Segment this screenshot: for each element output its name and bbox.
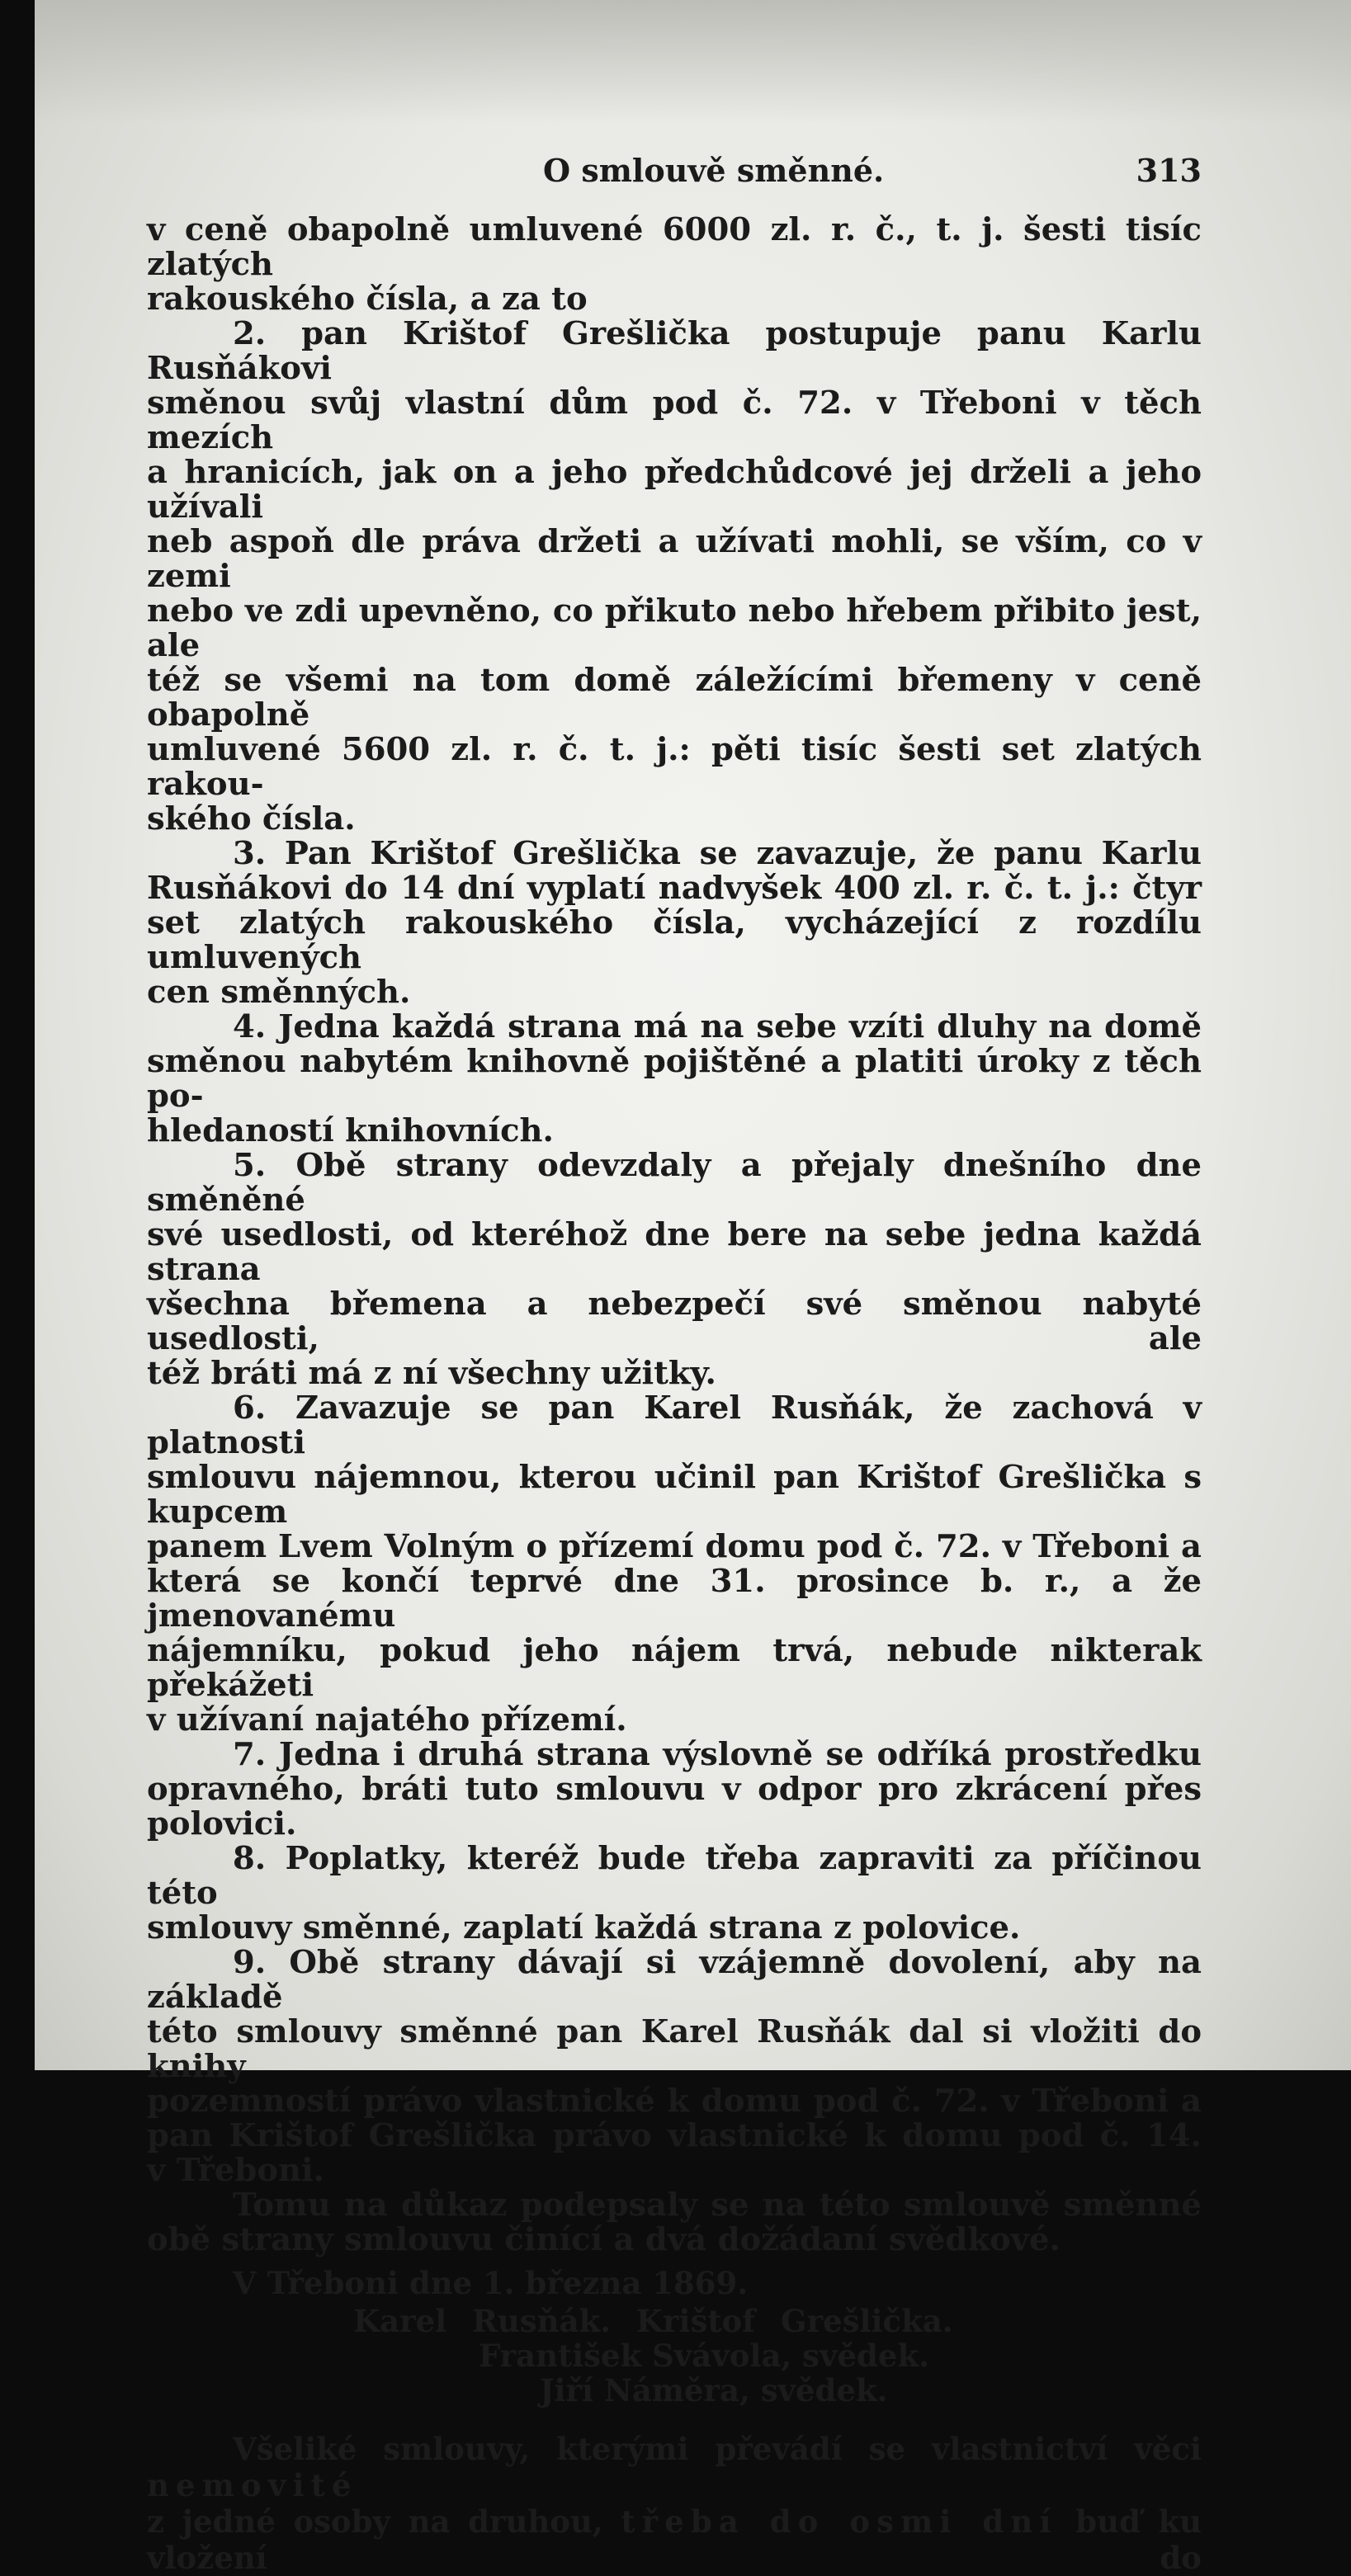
text-line: ského čísla. [147,800,356,837]
text-line: též se všemi na tom domě záležícími břemeny v ceně obapolně [147,662,1202,734]
text-line: 5. Obě strany odevzdaly a přejaly dnešního dne směněné [147,1147,1202,1219]
text-line: též bráti má z ní všechny užitky. [147,1355,716,1392]
text-line: této smlouvy směnné pan Karel Rusňák dal si vložiti do knihy [147,2013,1202,2085]
text-line: opravného, bráti tuto smlouvu v odpor pro zkrácení přes [147,1771,1202,1808]
text-line: set zlatých rakouského čísla, vycházející z rozdílu umluvených [147,904,1202,976]
text-line: směnou svůj vlastní dům pod č. 72. v Třeboni v těch mezích [147,385,1202,456]
paragraph-p3 [147,837,1202,1010]
paragraph-p4 [147,1010,1202,1149]
page-number: 313 [1136,152,1202,189]
text-line: obě strany smlouvu činící a dvá dožádaní svědkové. [147,2221,1060,2258]
text-line: a hranicích, jak on a jeho předchůdcové jej drželi a jeho užívali [147,454,1202,526]
running-header [147,152,1202,195]
witness-svavola: František Svávola, svědek. [479,2338,929,2374]
paragraph-p5 [147,1149,1202,1391]
text-line: umluvené 5600 zl. r. č. t. j.: pěti tisíc šesti set zlatých rakou- [147,731,1202,803]
text-line: panem Lvem Volným o přízemí domu pod č. 72. v Třeboni a [147,1528,1202,1565]
paragraph-p1 [147,213,1202,317]
text-line: polovici. [147,1805,297,1842]
following-line-2: z jedné osoby na druhou, třeba do osmi dní buď ku vložení do [147,2503,1202,2576]
page-title: O smlouvě směnné. [543,152,885,189]
paragraph-p8 [147,1842,1202,1946]
paragraph-p10 [147,2188,1202,2258]
text-line: 7. Jedna i druhá strana výslovně se odříká prostředku [233,1736,1202,1773]
paragraph-p6 [147,1391,1202,1738]
text-line: nebo ve zdi upevněno, co přikuto nebo hřebem přibito jest, ale [147,592,1202,664]
paragraph-p7 [147,1738,1202,1842]
text-line: hledaností knihovních. [147,1112,554,1149]
text-line: smlouvu nájemnou, kterou učinil pan Krištof Grešlička s kupcem [147,1459,1202,1531]
text-line: rakouského čísla, a za to [147,281,588,318]
signature-greslicka: Krištof Grešlička. [635,2303,953,2339]
text-line: 2. pan Krištof Grešlička postupuje panu Karlu Rusňákovi [147,315,1202,387]
text-line: nájemníku, pokud jeho nájem trvá, nebude nikterak překážeti [147,1632,1202,1704]
text-line: pozemností právo vlastnické k domu pod č. 72. v Třeboni a [147,2083,1202,2120]
paragraph-p2 [147,317,1202,837]
book-page [35,0,1351,2576]
witness-namera: Jiří Náměra, svědek. [540,2372,888,2409]
text-line: v Třeboni. [147,2152,325,2189]
text-line: v užívaní najatého přízemí. [147,1701,627,1739]
closing-block [147,2266,1202,2408]
date-line: V Třeboni dne 1. března 1869. [233,2265,749,2301]
text-line: všechna břemena a nebezpečí své směnou nabyté usedlosti, ale [147,1286,1202,1357]
following-paragraph [147,2431,1202,2576]
text-line: pan Krištof Grešlička právo vlastnické k domu pod č. 14. [147,2117,1202,2154]
text-line: smlouvy směnné, zaplatí každá strana z polovice. [147,1909,1021,1946]
following-line-1: Všeliké smlouvy, kterými převádí se vlastnictví věci nemovité [147,2431,1202,2503]
spaced-emphasis: třeba do osmi dní [621,2503,1058,2540]
text-line: 3. Pan Krištof Grešlička se zavazuje, že panu Karlu [233,835,1202,872]
text-line: která se končí teprvé dne 31. prosince b. r., a že jmenovanému [147,1563,1202,1635]
text-line: 8. Poplatky, kteréž bude třeba zapraviti za příčinou této [147,1840,1202,1912]
page-content [147,152,1202,2576]
text-line: 6. Zavazuje se pan Karel Rusňák, že zachová v platnosti [147,1389,1202,1461]
text-line: Tomu na důkaz podepsaly se na této smlouvě směnné [233,2187,1202,2224]
text-line: neb aspoň dle práva držeti a užívati mohli, se vším, co v zemi [147,523,1202,595]
spaced-emphasis: nemovité [147,2467,358,2503]
text-line: v ceně obapolně umluvené 6000 zl. r. č., t. j. šesti tisíc zlatých [147,211,1202,283]
contract-body [147,213,1202,2258]
text-line: své usedlosti, od kteréhož dne bere na sebe jedna každá strana [147,1216,1202,1288]
text-line: Rusňákovi do 14 dní vyplatí nadvyšek 400 zl. r. č. t. j.: čtyr [147,870,1202,907]
signatures-line [147,2304,1202,2338]
text-line: směnou nabytém knihovně pojištěné a platiti úroky z těch po- [147,1043,1202,1115]
text-line: 4. Jedna každá strana má na sebe vzíti dluhy na domě [233,1008,1202,1045]
signature-rusnak: Karel Rusňák. [353,2303,611,2339]
text-line: cen směnných. [147,974,411,1011]
paragraph-p9 [147,1946,1202,2188]
text-line: 9. Obě strany dávají si vzájemně dovolení, aby na základě [147,1944,1202,2016]
